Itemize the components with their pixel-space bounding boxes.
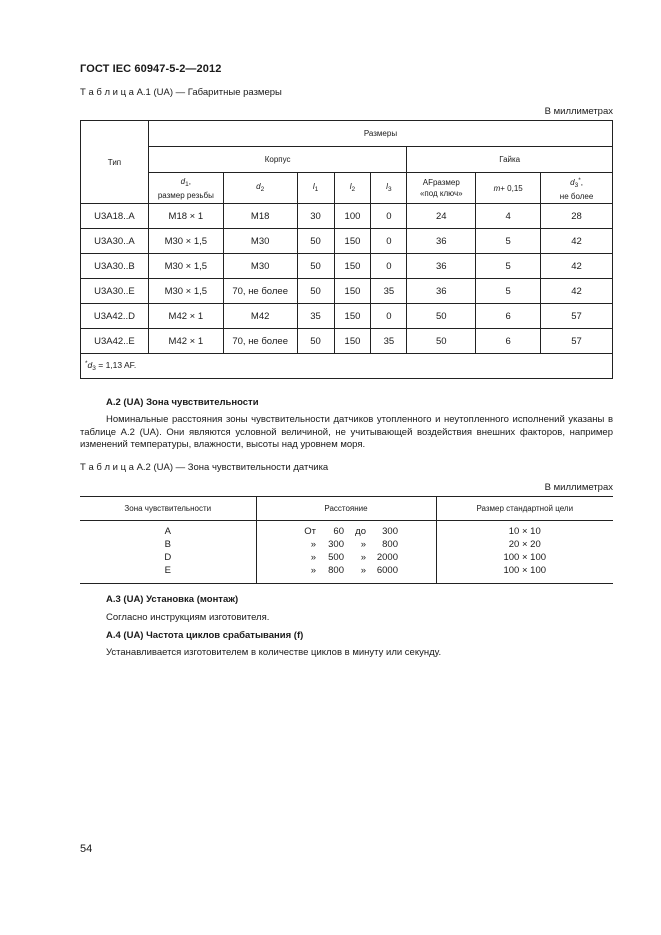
cell: 70, не более <box>223 329 297 354</box>
header-distance: Расстояние <box>256 497 436 521</box>
cell: 42 <box>541 279 613 304</box>
header-af: AFразмер «под ключ» <box>407 173 476 204</box>
cell: 150 <box>334 229 371 254</box>
list-item: A <box>164 526 171 537</box>
cell: 30 <box>297 204 334 229</box>
section-a3-title: А.3 (UA) Установка (монтаж) <box>106 594 239 605</box>
cell: 150 <box>334 279 371 304</box>
cell: 5 <box>476 229 541 254</box>
cell: M30 × 1,5 <box>148 229 223 254</box>
target-size-column <box>436 521 613 584</box>
header-d3: $d_3^*$, не более <box>541 173 613 204</box>
header-m: m+ 0,15 <box>476 173 541 204</box>
header-zone: Зона чувствительности <box>80 497 256 521</box>
cell: M42 <box>223 304 297 329</box>
header-nut: Гайка <box>407 147 613 173</box>
cell: 35 <box>371 329 407 354</box>
section-a4-text: Устанавливается изготовителем в количестве циклов в минуту или секунду. <box>106 647 442 658</box>
cell: M42 × 1 <box>148 304 223 329</box>
cell: 0 <box>371 229 407 254</box>
list-item: » 800 » 6000 <box>310 565 398 576</box>
cell: 50 <box>297 279 334 304</box>
header-target-size: Размер стандартной цели <box>436 497 613 521</box>
cell: 50 <box>297 254 334 279</box>
cell: 50 <box>297 229 334 254</box>
table-row <box>81 204 613 229</box>
cell: 35 <box>371 279 407 304</box>
table-row <box>81 279 613 304</box>
cell: 6 <box>476 329 541 354</box>
cell: M30 <box>223 254 297 279</box>
header-l2: $l_2$ <box>334 173 371 204</box>
cell: U3A42..D <box>81 304 149 329</box>
section-a3-text: Согласно инструкциям изготовителя. <box>106 612 270 623</box>
cell: 28 <box>541 204 613 229</box>
header-l1: $l_1$ <box>297 173 334 204</box>
cell: M30 <box>223 229 297 254</box>
list-item: » 500 » 2000 <box>310 552 398 563</box>
zone-column <box>80 521 256 584</box>
cell: M30 × 1,5 <box>148 279 223 304</box>
table-row <box>81 304 613 329</box>
cell: 36 <box>407 279 476 304</box>
page-number: 54 <box>80 843 93 855</box>
sensing-zone-table <box>80 496 613 584</box>
cell: 150 <box>334 254 371 279</box>
table2-caption: Т а б л и ц а А.2 (UA) — Зона чувствительности датчика <box>80 462 329 473</box>
cell: 35 <box>297 304 334 329</box>
cell: 0 <box>371 254 407 279</box>
cell: 70, не более <box>223 279 297 304</box>
table-row <box>81 229 613 254</box>
section-a2-text: Номинальные расстояния зоны чувствительности датчиков утопленного и неутопленного исполнений указаны в таблице А.2 (UA). Они являются условной величиной, не учитывающей воздействия внешних факторов, например изменений температуры, влажности, высоты над уровнем моря. <box>80 414 613 450</box>
cell: 5 <box>476 279 541 304</box>
cell: 0 <box>371 304 407 329</box>
document-header: ГОСТ IEC 60947-5-2—2012 <box>80 63 222 75</box>
list-item: D <box>164 552 172 563</box>
cell: M18 <box>223 204 297 229</box>
table-row <box>81 329 613 354</box>
cell: 36 <box>407 254 476 279</box>
cell: 0 <box>371 204 407 229</box>
header-d1: $d_1$, размер резьбы <box>148 173 223 204</box>
cell: U3A30..A <box>81 229 149 254</box>
cell: 4 <box>476 204 541 229</box>
header-body: Корпус <box>148 147 406 173</box>
cell: 100 <box>334 204 371 229</box>
section-a4-title: А.4 (UA) Частота циклов срабатывания (f) <box>106 630 304 641</box>
cell: 150 <box>334 329 371 354</box>
cell: U3A18..A <box>81 204 149 229</box>
list-item: 100 × 100 <box>503 552 547 563</box>
list-item: 20 × 20 <box>508 539 541 550</box>
cell: 24 <box>407 204 476 229</box>
header-dimensions: Размеры <box>148 121 612 147</box>
list-item: 100 × 100 <box>503 565 547 576</box>
cell: 42 <box>541 229 613 254</box>
cell: U3A30..E <box>81 279 149 304</box>
cell: 6 <box>476 304 541 329</box>
cell: 57 <box>541 304 613 329</box>
table2-units: В миллиметрах <box>544 482 613 493</box>
cell: U3A30..B <box>81 254 149 279</box>
list-item: 10 × 10 <box>508 526 541 537</box>
header-l3: $l_3$ <box>371 173 407 204</box>
header-d2: $d_2$ <box>223 173 297 204</box>
dimensions-table <box>80 120 613 379</box>
list-item: B <box>164 539 171 550</box>
cell: M30 × 1,5 <box>148 254 223 279</box>
cell: U3A42..E <box>81 329 149 354</box>
header-type: Тип <box>81 121 149 204</box>
cell: M18 × 1 <box>148 204 223 229</box>
table1-units: В миллиметрах <box>544 106 613 117</box>
list-item: » 300 » 800 <box>310 539 398 550</box>
cell: 5 <box>476 254 541 279</box>
list-item: E <box>164 565 171 576</box>
cell: 50 <box>407 304 476 329</box>
table-row <box>81 254 613 279</box>
cell: 150 <box>334 304 371 329</box>
cell: 42 <box>541 254 613 279</box>
cell: 50 <box>297 329 334 354</box>
table1-caption: Т а б л и ц а А.1 (UA) — Габаритные размеры <box>80 87 282 98</box>
cell: 50 <box>407 329 476 354</box>
table1-footnote: $^*d_3 = 1,13$ AF. <box>81 354 613 379</box>
section-a2-title: А.2 (UA) Зона чувствительности <box>106 397 259 408</box>
cell: 57 <box>541 329 613 354</box>
distance-column <box>256 521 436 584</box>
list-item: От 60 до 300 <box>304 526 398 537</box>
cell: 36 <box>407 229 476 254</box>
cell: M42 × 1 <box>148 329 223 354</box>
